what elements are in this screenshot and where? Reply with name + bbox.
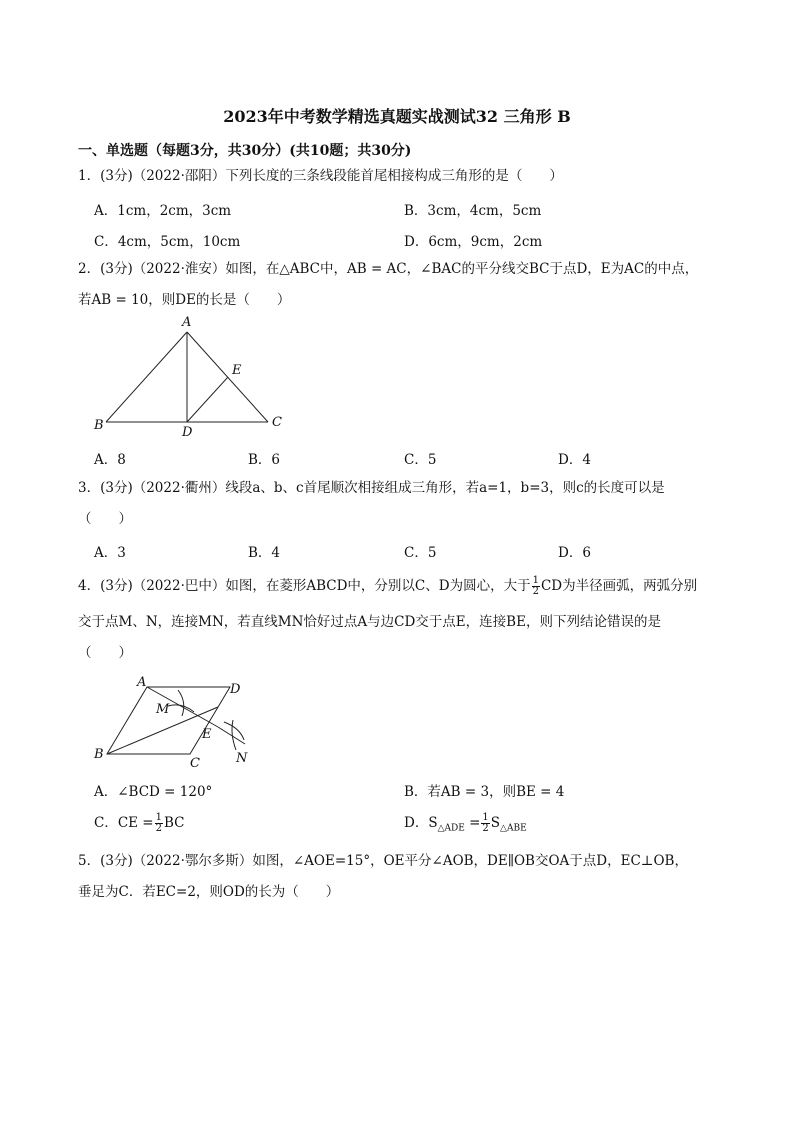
q2-option-d[interactable]: D．4 (558, 452, 591, 468)
q2-label-b: B (94, 418, 104, 433)
q2-option-b[interactable]: B．6 (248, 452, 281, 468)
q4-optd-frac-num: 1 (482, 812, 489, 823)
q4-optd-fraction (481, 813, 489, 834)
q5-stem-line2: 垂足为C．若EC=2，则OD的长为（ ） (78, 884, 340, 900)
q4-optc-part1: C．CE = (94, 815, 154, 831)
q3-stem-line1: 3．(3分)（2022·衢州）线段a、b、c首尾顺次相接组成三角形，若a=1，b=3，则c的长度可以是 (78, 480, 665, 496)
q2-side-ab (106, 332, 187, 422)
q2-label-a: A (182, 315, 192, 330)
q4-stem-line2: 交于点M、N，连接MN，若直线MN恰好过点A与边CD交于点E，连接BE，则下列结论错误的是 (78, 614, 661, 630)
q4-rhombus-abcd (107, 687, 230, 754)
q2-option-a[interactable]: A．8 (94, 452, 126, 468)
q4-label-b: B (94, 747, 104, 762)
q2-label-c: C (272, 415, 282, 430)
section-heading: 一、单选题（每题3分，共30分）(共10题；共30分) (78, 143, 412, 159)
q2-stem-line1: 2．(3分)（2022·淮安）如图，在△ABC中，AB = AC，∠BAC的平分线交BC于点D，E为AC的中点， (78, 261, 699, 277)
q2-triangle-figure (88, 310, 298, 440)
q1-option-b[interactable]: B．3cm，4cm，5cm (404, 203, 542, 219)
q2-option-c[interactable]: C．5 (404, 452, 437, 468)
q2-segment-de (187, 377, 228, 422)
q4-stem-part1: 4．(3分)（2022·巴中）如图，在菱形ABCD中，分别以C、D为圆心，大于 (78, 578, 531, 594)
q1-option-c[interactable]: C．4cm，5cm，10cm (94, 234, 241, 250)
page-title: 2023年中考数学精选真题实战测试32 三角形 B (223, 107, 571, 126)
q4-rhombus-figure (90, 672, 270, 772)
q4-arc-n2 (232, 720, 236, 750)
q4-optc-frac-num: 1 (155, 812, 162, 823)
q4-label-d: D (230, 682, 241, 697)
q4-frac-num: 1 (532, 575, 539, 586)
q4-optc-fraction (155, 813, 163, 834)
q4-option-b[interactable]: B．若AB = 3，则BE = 4 (404, 784, 565, 800)
q1-stem: 1．(3分)（2022·邵阳）下列长度的三条线段能首尾相接构成三角形的是（ ） (78, 168, 563, 184)
q4-optc-frac-den: 2 (155, 823, 162, 834)
q4-optd-sub2: △ABE (500, 823, 527, 834)
q4-label-c: C (190, 756, 200, 771)
q4-optd-s2: S (490, 815, 501, 831)
q2-label-d: D (182, 425, 193, 440)
q4-optd-frac-den: 2 (482, 823, 489, 834)
q4-option-c[interactable] (94, 811, 185, 834)
q3-stem-line2: （ ） (78, 511, 132, 527)
q4-optd-s1: D．S (404, 815, 438, 831)
q4-stem-line3: （ ） (78, 645, 132, 661)
q4-optc-part2: BC (164, 815, 185, 831)
q4-label-e: E (202, 727, 212, 742)
q4-label-n: N (236, 751, 248, 766)
q4-frac-den: 2 (532, 586, 539, 597)
q4-option-d[interactable] (404, 811, 527, 834)
q4-optd-eq: = (464, 815, 481, 831)
q4-label-m: M (156, 702, 170, 717)
q4-arc-m1 (178, 690, 184, 716)
q4-label-a: A (137, 675, 147, 690)
q4-optd-sub1: △ADE (437, 823, 465, 834)
q2-label-e: E (232, 363, 242, 378)
q1-option-d[interactable]: D．6cm，9cm，2cm (404, 234, 543, 250)
q4-stem-part2: CD为半径画弧，两弧分别 (540, 578, 698, 594)
q3-option-d[interactable]: D．6 (558, 545, 591, 561)
q2-stem-line2: 若AB = 10，则DE的长是（ ） (78, 292, 291, 308)
q3-option-c[interactable]: C．5 (404, 545, 437, 561)
q4-stem-line1 (78, 576, 697, 597)
q3-option-b[interactable]: B．4 (248, 545, 281, 561)
q1-option-a[interactable]: A．1cm，2cm，3cm (94, 203, 232, 219)
q5-stem-line1: 5．(3分)（2022·鄂尔多斯）如图，∠AOE=15°，OE平分∠AOB，DE∥OB交OA于点D，EC⊥OB， (78, 853, 688, 869)
q4-option-a[interactable]: A．∠BCD = 120° (94, 784, 213, 800)
q3-option-a[interactable]: A．3 (94, 545, 126, 561)
q4-fraction-half (532, 576, 540, 597)
